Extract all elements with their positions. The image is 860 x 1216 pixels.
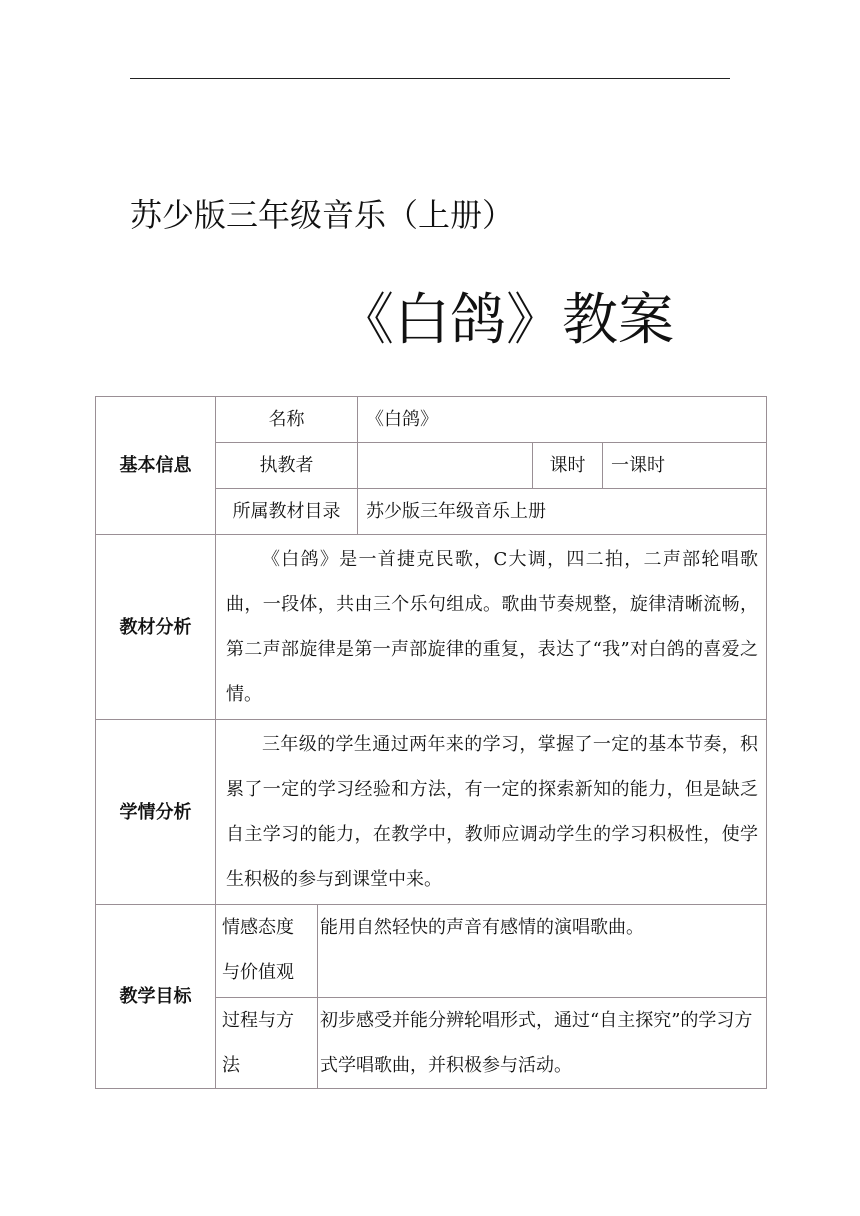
header-rule [130, 78, 730, 79]
period-label: 课时 [533, 443, 603, 489]
name-label: 名称 [216, 397, 358, 443]
lesson-plan-table [95, 396, 767, 1089]
student-analysis-text: 三年级的学生通过两年来的学习，掌握了一定的基本节奏，积累了一定的学习经验和方法，有一定的探索新知的能力，但是缺乏自主学习的能力，在教学中，教师应调动学生的学习积极性，使学生积极的参与到课堂中来。 [216, 720, 767, 905]
teacher-label: 执教者 [216, 443, 358, 489]
catalog-value: 苏少版三年级音乐上册 [358, 489, 767, 535]
section-material-analysis: 教材分析 [96, 535, 216, 720]
catalog-label: 所属教材目录 [216, 489, 358, 535]
goal-text: 能用自然轻快的声音有感情的演唱歌曲。 [318, 905, 767, 998]
section-student-analysis: 学情分析 [96, 720, 216, 905]
document-subtitle: 苏少版三年级音乐（上册） [130, 196, 515, 234]
teacher-value [358, 443, 533, 489]
section-basic-info: 基本信息 [96, 397, 216, 535]
goal-text: 初步感受并能分辨轮唱形式，通过“自主探究”的学习方式学唱歌曲，并积极参与活动。 [318, 998, 767, 1089]
material-analysis-text: 《白鸽》是一首捷克民歌，C大调，四二拍，二声部轮唱歌曲，一段体，共由三个乐句组成。歌曲节奏规整，旋律清晰流畅，第二声部旋律是第一声部旋律的重复，表达了“我”对白鸽的喜爱之情。 [216, 535, 767, 720]
name-value: 《白鸽》 [358, 397, 767, 443]
table-row [96, 720, 767, 905]
document-title: 《白鸽》教案 [338, 288, 674, 353]
period-value: 一课时 [603, 443, 767, 489]
table-row [96, 535, 767, 720]
table-row [96, 905, 767, 998]
goal-label: 过程与方法 [216, 998, 318, 1089]
section-teaching-goals: 教学目标 [96, 905, 216, 1089]
goal-label: 情感态度与价值观 [216, 905, 318, 998]
table-row [96, 397, 767, 443]
